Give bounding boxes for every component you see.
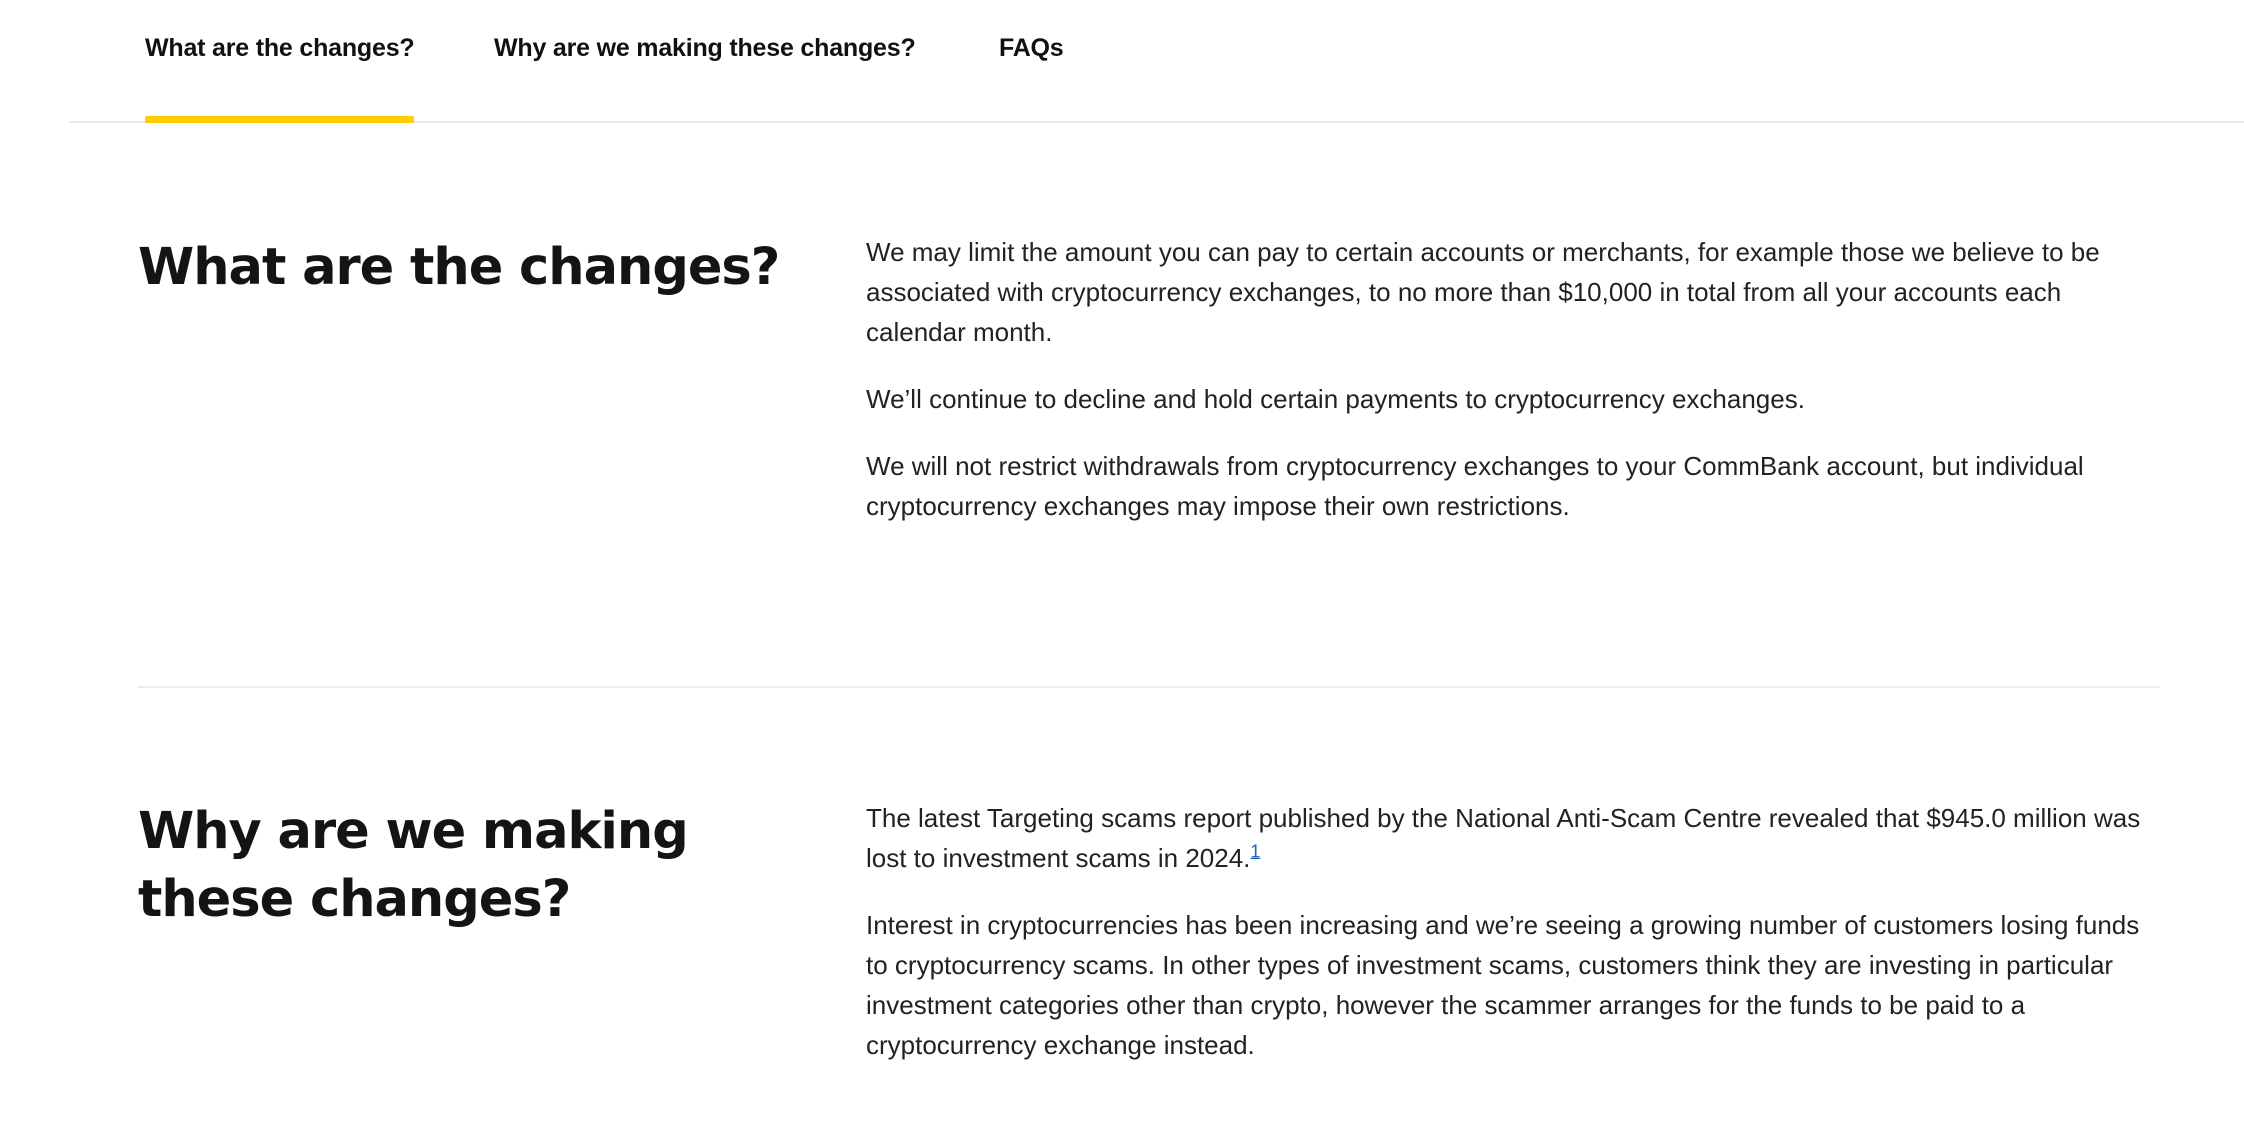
tab-label: What are the changes?	[145, 34, 415, 62]
tab-why-are-we-making-these-changes[interactable]	[494, 0, 916, 123]
section-divider	[138, 686, 2160, 688]
body-paragraph: Interest in cryptocurrencies has been increasing and we’re seeing a growing number of customers losing funds to cryptocurrency scams. In other types of investment scams, customers think they are investing in particular investment categories other than crypto, however the scammer arranges for the funds to be paid to a cryptocurrency exchange instead.	[866, 910, 2140, 1060]
tab-label: FAQs	[999, 34, 1064, 62]
body-paragraph: We’ll continue to decline and hold certain payments to cryptocurrency exchanges.	[866, 384, 1805, 414]
section-body	[866, 232, 2166, 553]
section-body	[866, 798, 2166, 1092]
tab-faqs[interactable]	[999, 0, 1064, 123]
active-tab-indicator	[145, 116, 414, 123]
tab-label: Why are we making these changes?	[494, 34, 916, 62]
section-heading: What are the changes?	[138, 238, 780, 297]
body-paragraph	[866, 798, 2166, 878]
body-paragraph: We will not restrict withdrawals from cryptocurrency exchanges to your CommBank account, but individual cryptocurrency exchanges may impose their own restrictions.	[866, 451, 2084, 521]
body-paragraph-text: The latest Targeting scams report published by the National Anti-Scam Centre revealed that $945.0 million was lost to investment scams in 2024.	[866, 803, 2141, 873]
tab-what-are-the-changes[interactable]	[145, 0, 414, 123]
section-heading: Why are we making these changes?	[138, 802, 688, 929]
section-tab-bar	[69, 0, 2244, 123]
body-paragraph: We may limit the amount you can pay to certain accounts or merchants, for example those we believe to be associated with cryptocurrency exchanges, to no more than $10,000 in total from all your accounts each calendar month.	[866, 237, 2100, 347]
footnote-link[interactable]: 1	[1250, 841, 1261, 862]
